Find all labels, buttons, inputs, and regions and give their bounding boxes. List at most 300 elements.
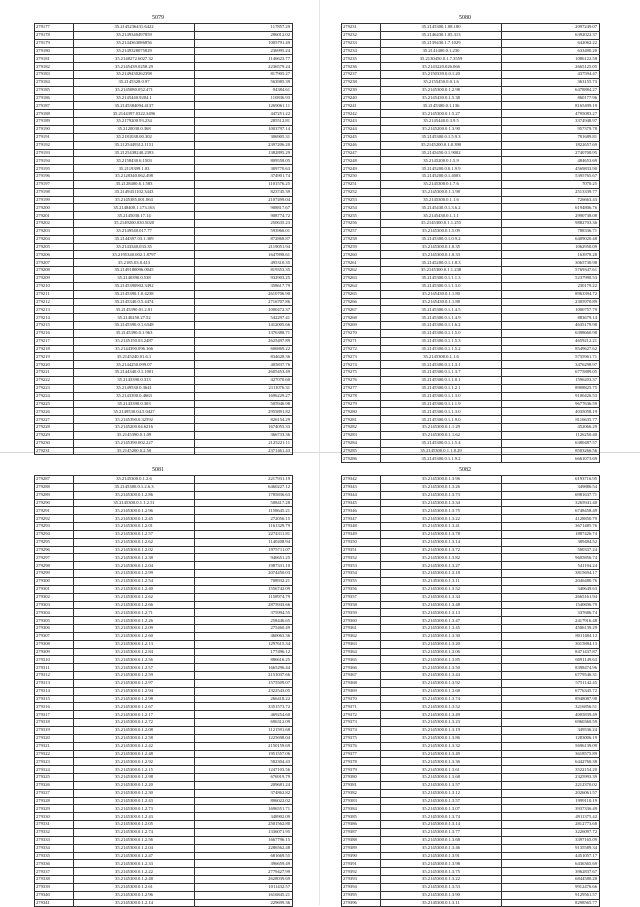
table-row	[35, 821, 293, 829]
table-row	[342, 632, 600, 640]
row-amount-cell: 6748458.49	[502, 507, 600, 515]
table-row	[342, 515, 600, 523]
row-code-cell: 35.2145300.1.08.180	[381, 24, 502, 32]
row-code-cell: 35.2145300.0.1.3.82	[381, 554, 502, 562]
row-amount-cell: 3265941.40	[502, 499, 600, 507]
row-id-cell: 279251	[342, 180, 381, 188]
table-row	[342, 424, 600, 432]
row-amount-cell: 908817.67	[195, 204, 293, 212]
table-row	[35, 298, 293, 306]
table-row	[342, 876, 600, 884]
row-id-cell: 279275	[342, 369, 381, 377]
table-row	[35, 227, 293, 235]
row-id-cell: 279332	[35, 828, 74, 836]
row-id-cell: 279213	[35, 306, 74, 314]
row-amount-cell: 788336.71	[502, 227, 600, 235]
row-amount-cell: 4635179.98	[502, 322, 600, 330]
row-id-cell: 279302	[35, 593, 74, 601]
row-code-cell: 35.2145200.0.0.1.9.9	[381, 165, 502, 173]
row-id-cell: 279241	[342, 102, 381, 110]
row-id-cell: 279214	[35, 314, 74, 322]
row-code-cell: 35.2149340497859	[74, 31, 195, 39]
row-id-cell: 279337	[35, 868, 74, 876]
row-code-cell: 35.2150339.0.0.1.20	[381, 71, 502, 79]
row-id-cell: 279228	[35, 424, 74, 432]
table-row	[35, 118, 293, 126]
table-row	[35, 24, 293, 32]
row-code-cell: 35.2144340.0.1.1001	[74, 369, 195, 377]
row-code-cell: 35.2145300.0.1.3.72	[381, 546, 502, 554]
row-amount-cell: 946651.25	[195, 554, 293, 562]
row-amount-cell: 2325993.39	[502, 774, 600, 782]
row-code-cell: 35.2145340.0.5.4474	[74, 298, 195, 306]
row-amount-cell: 6194806.76	[502, 204, 600, 212]
row-amount-cell: 6380487.57	[502, 439, 600, 447]
row-amount-cell: 1000472.37	[195, 306, 293, 314]
table-row	[342, 640, 600, 648]
table-row	[35, 899, 293, 907]
row-code-cell: 35.2145300.0.1.2.30	[74, 789, 195, 797]
row-amount-cell: 1987331.10	[195, 562, 293, 570]
table-row	[342, 439, 600, 447]
row-amount-cell: 708932.21	[195, 577, 293, 585]
row-id-cell: 279359	[342, 609, 381, 617]
row-id-cell: 279178	[35, 31, 74, 39]
table-row	[35, 491, 293, 499]
table-row	[35, 243, 293, 251]
row-amount-cell: 505946.98	[195, 400, 293, 408]
row-amount-cell: 286012.02	[195, 31, 293, 39]
table-row	[342, 711, 600, 719]
row-code-cell: 35.2145300.0.1.2.43	[74, 797, 195, 805]
row-id-cell: 279244	[342, 125, 381, 133]
table-row	[35, 306, 293, 314]
table-row	[35, 664, 293, 672]
row-id-cell: 279217	[35, 337, 74, 345]
row-amount-cell: 2212370.02	[502, 781, 600, 789]
table-row	[342, 664, 600, 672]
row-amount-cell: 3351573.72	[195, 703, 293, 711]
row-amount-cell: 872868.87	[195, 235, 293, 243]
table-row	[35, 727, 293, 735]
row-id-cell: 279219	[35, 353, 74, 361]
table-row	[35, 267, 293, 275]
table-row	[35, 538, 293, 546]
row-amount-cell: 4035058.19	[502, 408, 600, 416]
row-amount-cell: 110836.93	[195, 94, 293, 102]
row-id-cell: 279286	[342, 455, 381, 463]
row-code-cell: 35.2145300.0.1.1.5.3	[381, 337, 502, 345]
row-amount-cell: 3522154.20	[502, 766, 600, 774]
row-amount-cell: 5395765.67	[502, 173, 600, 181]
row-code-cell: 35.2145300.0.1.1.0.1	[381, 376, 502, 384]
row-id-cell: 279314	[35, 687, 74, 695]
row-id-cell: 279297	[35, 554, 74, 562]
row-amount-cell: 8549627.62	[502, 345, 600, 353]
row-code-cell: 35.2145300.0.1.3.52	[381, 585, 502, 593]
row-code-cell: 35.2145300.0.1.2.33	[74, 860, 195, 868]
table-row	[35, 546, 293, 554]
table-row	[342, 530, 600, 538]
row-id-cell: 279207	[35, 259, 74, 267]
row-id-cell: 279358	[342, 601, 381, 609]
row-code-cell: 35.2145385.001.063	[74, 196, 195, 204]
row-code-cell: 35.2145300.0.1.2.56	[74, 836, 195, 844]
table-row	[342, 110, 600, 118]
row-id-cell: 279388	[342, 836, 381, 844]
row-amount-cell: 8165499.19	[502, 102, 600, 110]
row-id-cell: 279324	[35, 766, 74, 774]
row-amount-cell: 8948087.98	[502, 695, 600, 703]
row-id-cell: 279205	[35, 243, 74, 251]
table-row	[342, 554, 600, 562]
row-amount-cell: 2322543.05	[195, 687, 293, 695]
row-amount-cell: 1999110.19	[502, 797, 600, 805]
row-id-cell: 279342	[342, 476, 381, 484]
row-code-cell: 35.2149180096.0045	[74, 267, 195, 275]
row-id-cell: 279232	[342, 31, 381, 39]
row-amount-cell: 1297615.34	[195, 640, 293, 648]
row-code-cell: 35.2145300.0.1.3.32	[381, 742, 502, 750]
table-row	[35, 609, 293, 617]
row-amount-cell: 427070.60	[195, 376, 293, 384]
row-code-cell: 35.2145300.0.1.3.50	[381, 664, 502, 672]
row-amount-cell: 3374948.97	[502, 118, 600, 126]
row-id-cell: 279234	[342, 47, 381, 55]
table-row	[35, 439, 293, 447]
row-amount-cell: 1003797.14	[195, 125, 293, 133]
table-row	[342, 507, 600, 515]
row-id-cell: 279293	[35, 523, 74, 531]
row-id-cell: 279231	[35, 447, 74, 455]
table-row	[35, 392, 293, 400]
row-amount-cell: 1000757.79	[502, 306, 600, 314]
table-row	[35, 314, 293, 322]
table-row	[35, 530, 293, 538]
row-amount-cell: 9100426.53	[502, 392, 600, 400]
row-code-cell: 35.2145430.0.1.1.88	[381, 298, 502, 306]
row-id-cell: 279252	[342, 188, 381, 196]
table-row	[35, 734, 293, 742]
row-code-cell: 35.2145300.0.1.2.99	[74, 570, 195, 578]
row-amount-cell: 1665296.44	[195, 664, 293, 672]
row-id-cell: 279236	[342, 63, 381, 71]
row-code-cell: 35.2145300.0.1.1.6	[381, 196, 502, 204]
row-code-cell: 35.2145300.0.1.3.46	[381, 844, 502, 852]
row-id-cell: 279313	[35, 679, 74, 687]
table-row	[35, 719, 293, 727]
row-code-cell: 35.2145300.0.1.3.75	[381, 507, 502, 515]
row-code-cell: 35.2145300.0.1.3.47	[381, 617, 502, 625]
row-amount-cell: 452066.29	[502, 424, 600, 432]
row-amount-cell: 606869.22	[195, 345, 293, 353]
table-row	[342, 369, 600, 377]
row-id-cell: 279304	[35, 609, 74, 617]
row-code-cell: 35.2145200.0.1.5.9	[381, 157, 502, 165]
table-row	[342, 805, 600, 813]
page-5082	[341, 466, 597, 907]
row-id-cell: 279301	[35, 585, 74, 593]
row-id-cell: 279264	[342, 282, 381, 290]
row-amount-cell: 6844580.28	[502, 876, 600, 884]
row-id-cell: 279383	[342, 797, 381, 805]
row-amount-cell: 6478884.27	[502, 86, 600, 94]
row-code-cell: 35.2145300.0.1.3.27	[381, 562, 502, 570]
row-id-cell: 279243	[342, 118, 381, 126]
row-id-cell: 279372	[342, 711, 381, 719]
table-row	[35, 212, 293, 220]
row-amount-cell: 3962837.67	[502, 868, 600, 876]
row-amount-cell: 469254.60	[195, 711, 293, 719]
table-row	[342, 118, 600, 126]
row-id-cell: 279266	[342, 298, 381, 306]
row-amount-cell: 374862.82	[195, 789, 293, 797]
row-amount-cell: 1382895.29	[195, 149, 293, 157]
row-amount-cell: 1376388.71	[195, 329, 293, 337]
row-id-cell: 279238	[342, 78, 381, 86]
row-code-cell: 35.2145300.0.1.2.96	[74, 891, 195, 899]
row-code-cell: 35.2145200.0.1.4003	[381, 173, 502, 181]
row-code-cell: 35.2145300.0.1.2.62	[74, 593, 195, 601]
row-id-cell: 279274	[342, 361, 381, 369]
row-amount-cell: 2779427.99	[195, 868, 293, 876]
table-row	[35, 133, 293, 141]
table-row	[35, 695, 293, 703]
table-row	[35, 476, 293, 484]
row-amount-cell: 1616845.21	[195, 891, 293, 899]
row-code-cell: 35.2145440.9204.1	[74, 94, 195, 102]
row-code-cell: 35.2145300.0.1.3.57	[381, 797, 502, 805]
row-amount-cell: 1283006.19	[502, 734, 600, 742]
row-code-cell: 35.2145300.0.1.3.30	[381, 632, 502, 640]
table-row	[35, 376, 293, 384]
row-code-cell: 35.2155450.0.0.1.6	[381, 78, 502, 86]
row-id-cell: 279369	[342, 687, 381, 695]
row-id-cell: 279196	[35, 173, 74, 181]
row-id-cell: 279209	[35, 275, 74, 283]
row-code-cell: 35.2145300.0.1.2.98	[74, 774, 195, 782]
table-row	[342, 384, 600, 392]
row-id-cell: 279351	[342, 546, 381, 554]
table-row	[342, 687, 600, 695]
row-code-cell: 35.2145300.0.1.3.68	[381, 774, 502, 782]
row-id-cell: 279227	[35, 416, 74, 424]
row-code-cell: 35.2143390.0.4663	[74, 392, 195, 400]
row-id-cell: 279215	[35, 322, 74, 330]
row-code-cell: 35.2145300.0.1.3.36	[381, 758, 502, 766]
table-row	[342, 538, 600, 546]
table-row	[35, 275, 293, 283]
row-amount-cell: 633490.20	[502, 47, 600, 55]
table-row	[342, 695, 600, 703]
row-code-cell: 35.2145439.0258.29	[74, 63, 195, 71]
row-amount-cell: 447251.22	[195, 110, 293, 118]
row-code-cell: 35.2145300.0.1.2.71	[74, 609, 195, 617]
table-row	[35, 577, 293, 585]
row-code-cell: 35.2145300.0.1.2.66	[74, 601, 195, 609]
row-amount-cell: 883679.14	[502, 314, 600, 322]
row-amount-cell: 726663.43	[502, 196, 600, 204]
row-amount-cell: 817905.27	[195, 71, 293, 79]
row-code-cell: 35.2145300.0.1.3.78	[381, 530, 502, 538]
row-amount-cell: 3216856.51	[502, 703, 600, 711]
table-row	[342, 220, 600, 228]
row-id-cell: 279344	[342, 491, 381, 499]
table-row	[342, 39, 600, 47]
row-amount-cell: 4128850.79	[502, 515, 600, 523]
table-row	[35, 656, 293, 664]
row-amount-cell: 306905.31	[195, 133, 293, 141]
row-amount-cell: 2236579.24	[195, 63, 293, 71]
row-id-cell: 279365	[342, 656, 381, 664]
row-amount-cell: 437594.47	[502, 71, 600, 79]
row-code-cell: 35.2145300.0.1.3.98	[381, 860, 502, 868]
row-amount-cell: 2513339.77	[502, 188, 600, 196]
row-code-cell: 35.2145300.0.1.2.42	[74, 742, 195, 750]
row-id-cell: 279284	[342, 439, 381, 447]
row-amount-cell: 3226097.72	[502, 828, 600, 836]
row-code-cell: 35.2145300.0.1.2.6	[74, 476, 195, 484]
row-code-cell: 35.2145300.0.1.3.23	[381, 719, 502, 727]
row-code-cell: 35.2145300.0.1.2.72	[74, 719, 195, 727]
row-code-cell: 35.2145300.0.1.3.34	[381, 593, 502, 601]
row-amount-cell: 460063.36	[195, 632, 293, 640]
row-amount-cell: 2990738.08	[502, 212, 600, 220]
row-amount-cell: 642062.22	[502, 39, 600, 47]
row-amount-cell: 6775889.05	[502, 369, 600, 377]
row-id-cell: 279318	[35, 719, 74, 727]
table-row	[342, 703, 600, 711]
row-code-cell: 35.2145300.0.1.3.53	[381, 883, 502, 891]
row-id-cell: 279354	[342, 570, 381, 578]
row-id-cell: 279346	[342, 507, 381, 515]
table-row	[35, 750, 293, 758]
row-amount-cell: 542297.41	[195, 314, 293, 322]
row-code-cell: 35.2145300.0.1.3.68	[381, 836, 502, 844]
row-code-cell: 35.2145300.0.1.3.22	[381, 876, 502, 884]
table-row	[35, 570, 293, 578]
table-row	[35, 141, 293, 149]
table-row	[342, 94, 600, 102]
row-amount-cell: 5696139.09	[502, 742, 600, 750]
row-code-cell: 35.2144390.096.166	[74, 345, 195, 353]
row-amount-cell: 337686.74	[502, 609, 600, 617]
table-row	[342, 227, 600, 235]
table-row	[35, 431, 293, 439]
row-id-cell: 279212	[35, 298, 74, 306]
row-code-cell: 35.2145430.0.1.5.38	[381, 94, 502, 102]
row-amount-cell: 2605453.49	[195, 369, 293, 377]
row-amount-cell: 2074450.03	[195, 570, 293, 578]
row-amount-cell: 4795083.27	[502, 110, 600, 118]
row-id-cell: 279336	[35, 860, 74, 868]
row-id-cell: 279273	[342, 353, 381, 361]
row-id-cell: 279316	[35, 703, 74, 711]
row-code-cell: 35.2145300.0.1.136	[381, 102, 502, 110]
row-amount-cell: 2610706.90	[195, 290, 293, 298]
row-code-cell: 35.2145300.0.1.2.57	[74, 664, 195, 672]
row-amount-cell: 823745.39	[195, 188, 293, 196]
row-code-cell: 35.2145450.0.1.9002	[381, 149, 502, 157]
table-row	[342, 361, 600, 369]
row-amount-cell: 2397206.20	[195, 141, 293, 149]
row-code-cell: 35.2145300.0.1.2.04	[74, 844, 195, 852]
row-amount-cell: 1975711.07	[195, 546, 293, 554]
row-code-cell: 35.2145300.0.1.2.47	[74, 852, 195, 860]
table-row	[342, 180, 600, 188]
row-amount-cell: 2097249.07	[502, 24, 600, 32]
row-id-cell: 279390	[342, 852, 381, 860]
row-code-cell: 35.2145300.0.1.3.19	[381, 727, 502, 735]
row-code-cell: 35.2145300.0.1.1.1.9	[381, 400, 502, 408]
row-code-cell: 35.2145390.0.32592	[74, 416, 195, 424]
row-amount-cell: 258446.65	[195, 617, 293, 625]
row-amount-cell: 363155.73	[502, 78, 600, 86]
row-id-cell: 279288	[35, 483, 74, 491]
row-amount-cell: 2665161.94	[502, 593, 600, 601]
row-code-cell: 35.2145300.0.1.2.20	[74, 781, 195, 789]
row-id-cell: 279321	[35, 742, 74, 750]
row-code-cell: 35.2145300.0.1.2.04	[74, 562, 195, 570]
row-code-cell: 35.2145300.0.1.3.61	[381, 766, 502, 774]
row-code-cell: 35.2145300.0.1.2.73	[74, 805, 195, 813]
table-row	[35, 259, 293, 267]
row-id-cell: 279385	[342, 813, 381, 821]
row-amount-cell: 250635.23	[195, 220, 293, 228]
row-id-cell: 279221	[35, 369, 74, 377]
row-id-cell: 279357	[342, 593, 381, 601]
row-amount-cell: 1951557.06	[195, 750, 293, 758]
row-id-cell: 279393	[342, 876, 381, 884]
table-row	[35, 672, 293, 680]
row-id-cell: 279300	[35, 577, 74, 585]
row-id-cell: 279292	[35, 515, 74, 523]
row-amount-cell: 9677636.59	[502, 400, 600, 408]
row-id-cell: 279367	[342, 672, 381, 680]
row-amount-cell: 1540696.79	[502, 601, 600, 609]
row-code-cell: 35.2145300.0.1.2.84	[74, 648, 195, 656]
table-row	[342, 491, 600, 499]
row-id-cell: 279309	[35, 648, 74, 656]
row-code-cell: 35.2145300.0.1.1.9.0	[381, 416, 502, 424]
row-amount-cell: 1225698.04	[195, 734, 293, 742]
row-code-cell: 35.2145300.0.1.2.74	[74, 828, 195, 836]
row-id-cell: 279350	[342, 538, 381, 546]
row-amount-cell: 358617.79	[195, 282, 293, 290]
table-row	[342, 314, 600, 322]
table-row	[342, 774, 600, 782]
table-row	[342, 353, 600, 361]
row-id-cell: 279229	[35, 431, 74, 439]
row-code-cell: 35.2143390.0.303	[74, 400, 195, 408]
row-amount-cell: 8471437.87	[502, 648, 600, 656]
row-amount-cell: 1696229.27	[195, 392, 293, 400]
table-row	[342, 860, 600, 868]
row-code-cell: 35.2145300.0.1.1.2.51	[74, 499, 195, 507]
table-row	[35, 813, 293, 821]
row-id-cell: 279179	[35, 39, 74, 47]
row-amount-cell: 495310.35	[195, 259, 293, 267]
row-id-cell: 279348	[342, 523, 381, 531]
table-row	[35, 282, 293, 290]
row-id-cell: 279201	[35, 212, 74, 220]
row-id-cell: 279235	[342, 55, 381, 63]
row-code-cell: 35.2145300.0.1.1.6	[381, 353, 502, 361]
row-id-cell: 279289	[35, 491, 74, 499]
row-code-cell: 35.2145300.0.1.2.43	[74, 813, 195, 821]
row-id-cell: 279307	[35, 632, 74, 640]
row-code-cell: 35.2145300.0.1.1.29	[381, 424, 502, 432]
